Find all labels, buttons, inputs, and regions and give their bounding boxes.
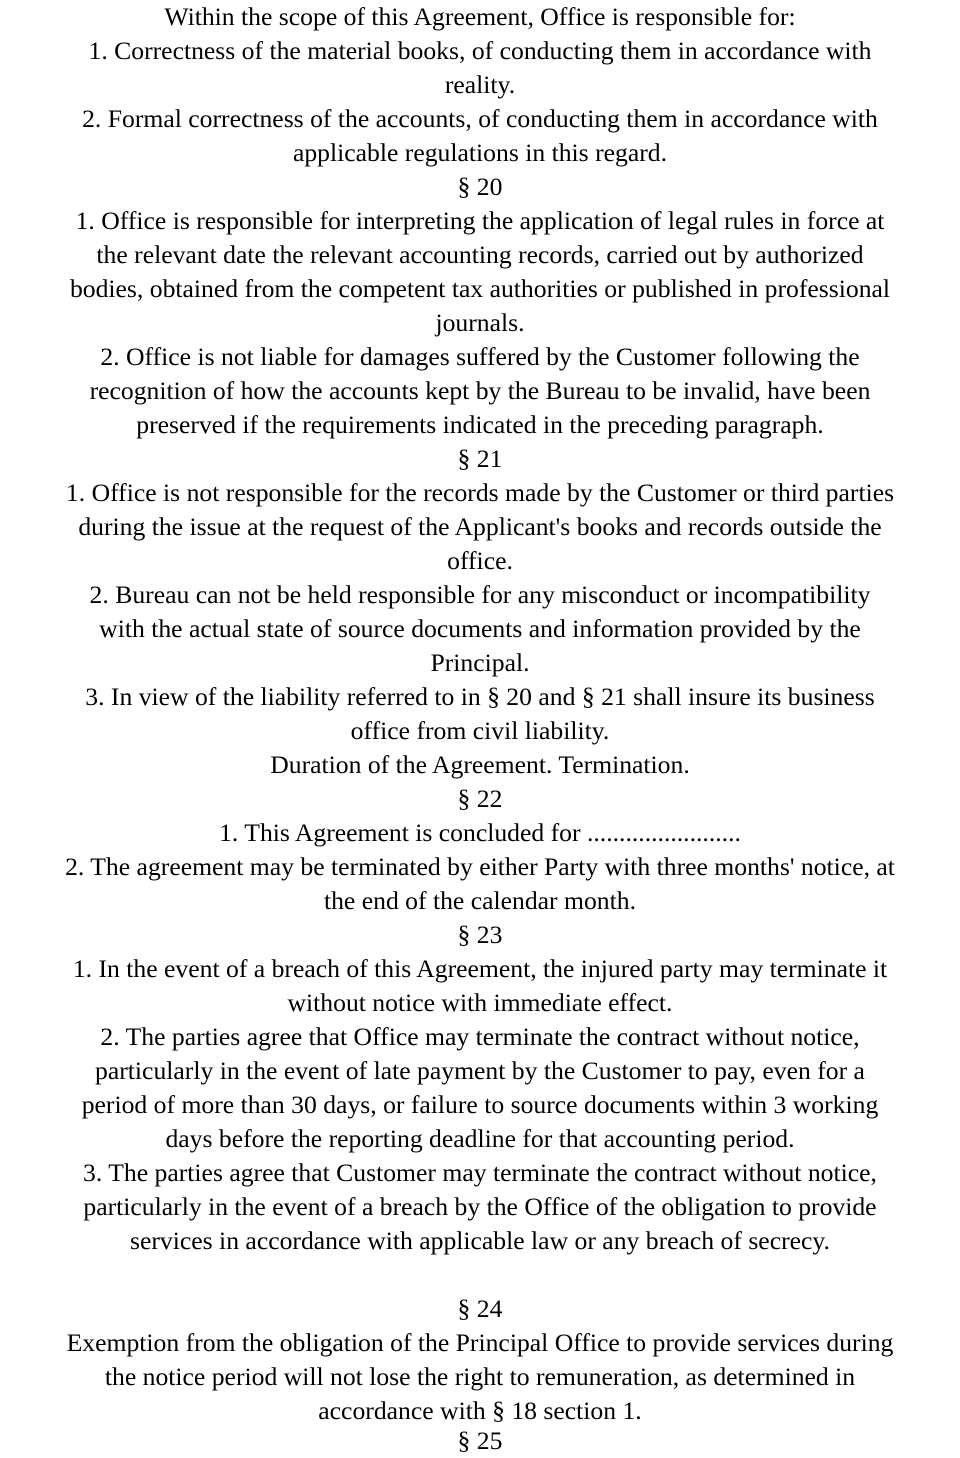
paragraph-line: recognition of how the accounts kept by the Bureau to be invalid, have been [89, 376, 871, 405]
item-line: 1. Correctness of the material books, of conducting them in accordance with [88, 36, 872, 65]
chapter-heading: Duration of the Agreement. Termination. [270, 750, 690, 779]
section-heading-20: § 20 [457, 172, 503, 201]
section-heading-23: § 23 [457, 920, 503, 949]
paragraph-line: particularly in the event of late payment by the Customer to pay, even for a [95, 1056, 865, 1085]
paragraph-line: services in accordance with applicable law or any breach of secrecy. [130, 1226, 830, 1255]
item-line: 2. Formal correctness of the accounts, of conducting them in accordance with [82, 104, 878, 133]
section-heading-24: § 24 [457, 1294, 503, 1323]
paragraph-line: journals. [435, 308, 525, 337]
paragraph-line: the end of the calendar month. [323, 886, 637, 915]
paragraph-line: 2. Office is not liable for damages suffered by the Customer following the [100, 342, 860, 371]
paragraph-line: bodies, obtained from the competent tax authorities or published in professional [69, 274, 891, 303]
paragraph-line: 2. The agreement may be terminated by either Party with three months' notice, at [65, 852, 895, 881]
paragraph-line: 3. The parties agree that Customer may terminate the contract without notice, [83, 1158, 877, 1187]
intro-line: Within the scope of this Agreement, Office is responsible for: [164, 2, 796, 31]
paragraph-line: period of more than 30 days, or failure to source documents within 3 working [81, 1090, 879, 1119]
paragraph-line: particularly in the event of a breach by the Office of the obligation to provide [83, 1192, 877, 1221]
paragraph-line: the notice period will not lose the right to remuneration, as determined in [104, 1362, 856, 1391]
paragraph-line: during the issue at the request of the Applicant's books and records outside the [78, 512, 882, 541]
paragraph-line: office from civil liability. [350, 716, 610, 745]
paragraph-line: with the actual state of source documents and information provided by the [99, 614, 861, 643]
paragraph-line: accordance with § 18 section 1. [318, 1396, 642, 1425]
paragraph-line: 1. Office is responsible for interpreting the application of legal rules in force at [75, 206, 885, 235]
section-heading-21: § 21 [457, 444, 503, 473]
paragraph-line: 1. This Agreement is concluded for ........................ [219, 818, 741, 847]
paragraph-line: 1. Office is not responsible for the records made by the Customer or third parties [65, 478, 895, 507]
paragraph-line: the relevant date the relevant accounting records, carried out by authorized [96, 240, 864, 269]
paragraph-line: office. [447, 546, 513, 575]
paragraph-line: 2. Bureau can not be held responsible for any misconduct or incompatibility [89, 580, 871, 609]
item-line: reality. [444, 70, 516, 99]
paragraph-line: Principal. [430, 648, 530, 677]
paragraph-line: preserved if the requirements indicated in the preceding paragraph. [136, 410, 824, 439]
paragraph-line: days before the reporting deadline for that accounting period. [165, 1124, 795, 1153]
section-heading-22: § 22 [457, 784, 503, 813]
paragraph-line: Exemption from the obligation of the Principal Office to provide services during [66, 1328, 894, 1357]
paragraph-line: 1. In the event of a breach of this Agreement, the injured party may terminate it [72, 954, 888, 983]
section-heading-25: § 25 [457, 1426, 503, 1455]
paragraph-line: without notice with immediate effect. [287, 988, 673, 1017]
paragraph-line: 3. In view of the liability referred to in § 20 and § 21 shall insure its business [85, 682, 875, 711]
paragraph-line: 2. The parties agree that Office may terminate the contract without notice, [100, 1022, 860, 1051]
item-line: applicable regulations in this regard. [292, 138, 668, 167]
